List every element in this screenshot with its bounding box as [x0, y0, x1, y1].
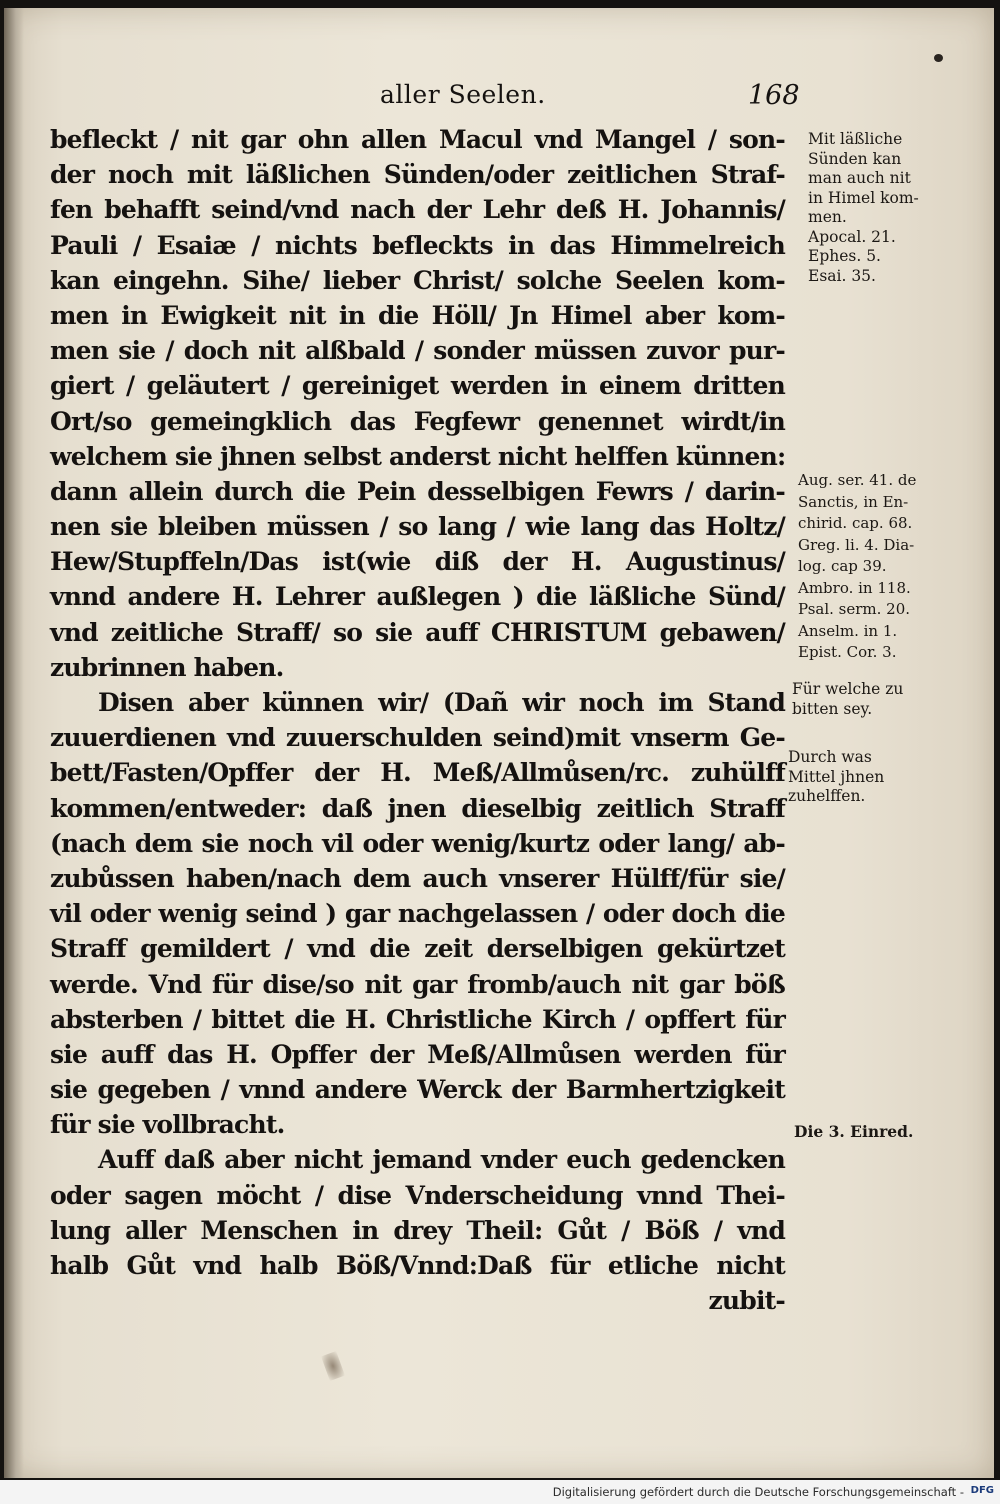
margin-note-line: Durch was	[788, 748, 872, 766]
text-line: welchem sie jhnen selbst anderst nicht helffen künnen:	[50, 441, 786, 471]
margin-note-citations	[798, 470, 916, 664]
margin-note-line: Epist. Cor. 3.	[798, 643, 897, 661]
text-line: dann allein durch die Pein desselbigen Fewrs / darin-	[50, 476, 785, 506]
ink-spot	[934, 54, 943, 62]
margin-note-line: man auch nit	[808, 169, 911, 187]
text-line: bett/Fasten/Opffer der H. Meß/Allmůsen/rc. zuhülff	[50, 758, 785, 788]
text-line: vnd zeitliche Straff/ so sie auff CHRISTUM gebawen/	[50, 617, 785, 647]
text-line: lung aller Menschen in drey Theil: Gůt / Böß / vnd	[50, 1215, 785, 1245]
text-line: Hew/Stupffeln/Das ist(wie diß der H. Augustinus/	[50, 547, 785, 577]
text-line: zubůssen haben/nach dem auch vnserer Hülff/für sie/	[50, 863, 785, 893]
margin-note-line: Sanctis, in En-	[798, 492, 909, 511]
margin-note-for-whom	[792, 680, 903, 719]
margin-note-line: zuhelffen.	[788, 787, 866, 805]
text-line: halb Gůt vnd halb Böß/Vnnd:Daß für etliche nicht	[50, 1251, 785, 1280]
text-line: der noch mit läßlichen Sünden/oder zeitlichen Straf-	[50, 160, 785, 190]
margin-note-means	[788, 748, 884, 807]
margin-note-line: log. cap 39.	[798, 557, 887, 575]
text-line: men sie / doch nit alßbald / sonder müssen zuvor pur-	[50, 336, 785, 366]
text-line: Ort/so gemeingklich das Fegfewr genennet wirdt/in	[50, 406, 785, 436]
text-line: oder sagen möcht / dise Vnderscheidung vnnd Thei-	[50, 1180, 785, 1210]
text-line: Pauli / Esaiæ / nichts befleckts in das Himmelreich	[50, 230, 785, 260]
text-line: vnnd andere H. Lehrer außlegen ) die läßliche Sünd/	[50, 582, 785, 612]
margin-note-line: Aug. ser. 41. de	[798, 471, 917, 489]
margin-note-line: Sünden kan	[808, 149, 902, 168]
body-text	[50, 122, 785, 1318]
text-line: absterben / bittet die H. Christliche Kirch / opffert für	[50, 1004, 785, 1034]
margin-note-line: Esai. 35.	[808, 266, 876, 285]
text-line: (nach dem sie noch vil oder wenig/kurtz oder lang/ ab-	[50, 828, 785, 858]
text-line: kommen/entweder: daß jnen dieselbig zeitlich Straff	[50, 793, 785, 823]
page-gutter-shadow	[4, 8, 24, 1478]
margin-note-line: Apocal. 21.	[808, 227, 896, 246]
digitization-credit: Digitalisierung gefördert durch die Deutsche Forschungsgemeinschaft -	[552, 1485, 964, 1499]
text-line: giert / geläutert / gereiniget werden in einem dritten	[50, 371, 785, 401]
text-line: vil oder wenig seind ) gar nachgelassen / oder doch die	[50, 899, 785, 929]
text-line: zuuerdienen vnd zuuerschulden seind)mit vnserm Ge-	[50, 723, 785, 753]
text-line: Straff gemildert / vnd die zeit derselbigen gekürtzet	[50, 934, 785, 964]
text-line: kan eingehn. Sihe/ lieber Christ/ solche Seelen kom-	[50, 265, 785, 295]
text-line: sie gegeben / vnnd andere Werck der Barmhertzigkeit	[50, 1075, 785, 1105]
margin-note-line: Ephes. 5.	[808, 247, 881, 265]
text-line-paragraph-start: Auff daß aber nicht jemand vnder euch gedencken	[98, 1145, 785, 1175]
margin-note-objection	[794, 1122, 913, 1142]
text-line: men in Ewigkeit nit in die Höll/ Jn Himel aber kom-	[50, 300, 785, 330]
text-line: befleckt / nit gar ohn allen Macul vnd Mangel / son-	[50, 125, 785, 154]
margin-note-line: Greg. li. 4. Dia-	[798, 535, 915, 554]
text-line: fen behafft seind/vnd nach der Lehr deß H. Johannis/	[50, 195, 785, 225]
margin-note-line: Mit läßliche	[808, 130, 903, 148]
dfg-logo: DFG	[970, 1485, 994, 1496]
text-line: sie auff das H. Opffer der Meß/Allmůsen werden für	[50, 1039, 785, 1069]
margin-note-line: Psal. serm. 20.	[798, 600, 911, 618]
margin-note-line: Die 3. Einred.	[794, 1122, 914, 1141]
text-line: werde. Vnd für dise/so nit gar fromb/auch nit gar böß	[50, 969, 785, 999]
margin-note-venial-sins	[808, 130, 919, 286]
margin-note-line: bitten sey.	[792, 699, 873, 718]
margin-note-line: Ambro. in 118.	[798, 578, 911, 597]
margin-note-line: chirid. cap. 68.	[798, 514, 913, 532]
page-number: 168	[748, 80, 800, 111]
text-line: nen sie bleiben müssen / so lang / wie lang das Holtz/	[50, 512, 785, 542]
margin-note-line: Für welche zu	[792, 680, 904, 698]
margin-note-line: men.	[808, 208, 847, 226]
text-line: für sie vollbracht.	[50, 1110, 285, 1140]
text-line-paragraph-start: Disen aber künnen wir/ (Dañ wir noch im Stand	[98, 688, 785, 717]
margin-note-line: Anselm. in 1.	[798, 621, 898, 640]
margin-note-line: Mittel jhnen	[788, 767, 885, 786]
running-head: aller Seelen.	[380, 80, 546, 109]
margin-note-line: in Himel kom-	[808, 188, 919, 207]
text-line: zubrinnen haben.	[50, 652, 284, 682]
catchword: zubit-	[708, 1286, 785, 1316]
